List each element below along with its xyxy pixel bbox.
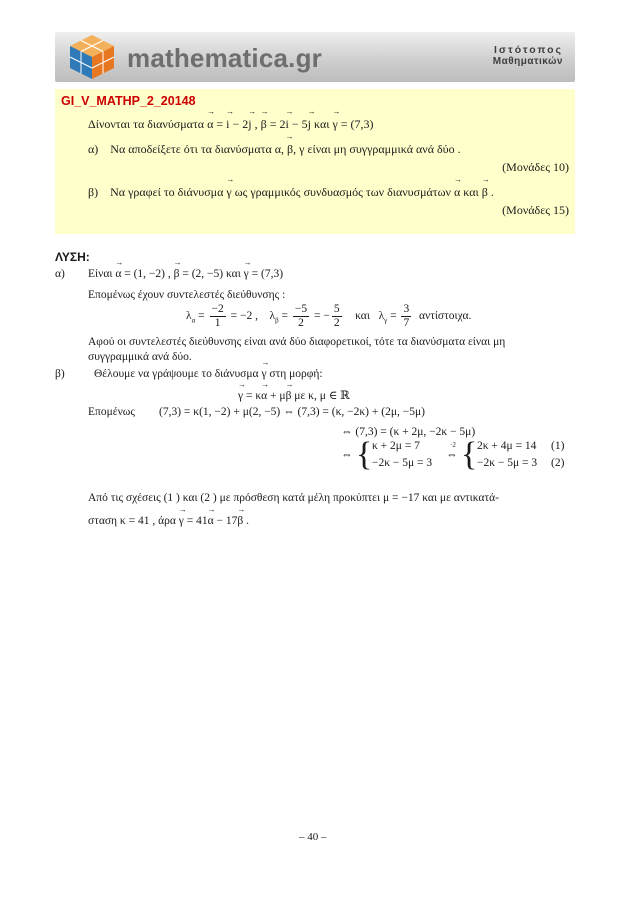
therefore-label: Επομένως — [88, 406, 135, 418]
conclusion-b-line2: σταση κ = 41 , άρα → γ = 41→ α − 17→ β . — [88, 515, 249, 527]
equation-2: ⇔ (7,3) = (κ + 2μ, −2κ − 5μ) — [341, 426, 476, 438]
marks-b: (Μονάδες 15) — [502, 203, 569, 217]
multiply-mark: ·2 — [450, 441, 456, 449]
cube-logo-icon — [66, 33, 118, 81]
conclusion-a-line2: συγγραμμικά ανά δύο. — [88, 351, 192, 363]
system1-row1: κ + 2μ = 7 — [372, 440, 420, 452]
linear-combination-form: → γ = κ→ α + μ→ β με κ, μ ∈ ℝ — [238, 388, 350, 402]
question-b: β) Να γραφεί το διάνυσμα → γ ως γραμμικός συνδυασμός των διανυσμάτων → α και → β . — [88, 185, 494, 200]
slopes-intro: Επομένως έχουν συντελεστές διεύθυνσης : — [88, 289, 286, 301]
site-name[interactable]: mathematica.gr — [127, 43, 322, 73]
solution-a-label: α) — [55, 268, 65, 280]
slopes-line: $\lambda_\alpha$ = $\frac{-2}{1}$ = −2 , $\lambda_\beta$ = $\frac{-5}{2}$ = − $\frac{5}{2}$ και $\lambda_\gamma$ = $\frac{3}{7}$ αντίστοιχα. — [186, 303, 472, 329]
site-tagline-line2: Μαθηματικών — [492, 56, 563, 67]
exercise-given: Δίνονται τα διανύσματα → α = → i − 2→ j , → β = 2→ i − 5→ j και → γ = (7,3) — [88, 117, 374, 132]
marks-a: (Μονάδες 10) — [502, 160, 569, 174]
conclusion-a-line1: Αφού οι συντελεστές διεύθυνσης είναι ανά δύο διαφορετικοί, τότε τα διανύσματα είναι μη — [88, 336, 506, 348]
exercise-code: GI_V_MATHP_2_20148 — [61, 94, 196, 108]
solution-a-given: Είναι → α = (1, −2) , → β = (2, −5) και → γ = (7,3) — [88, 268, 283, 280]
iff-symbol-1: ⇔ — [341, 449, 353, 461]
exercise-box — [55, 89, 575, 234]
question-a: α) Να αποδείξετε ότι τα διανύσματα → α, β, γ είναι μη συγγραμμικά ανά δύο . — [88, 142, 461, 157]
left-brace-2: { — [461, 436, 478, 473]
equation-1: (7,3) = κ(1, −2) + μ(2, −5) ⇔ (7,3) = (κ, −2κ) + (2μ, −5μ) — [159, 406, 425, 418]
equation-tag-2: (2) — [551, 457, 565, 469]
iff-symbol-2: ⇔ — [446, 449, 458, 461]
site-banner — [55, 32, 575, 82]
left-brace-1: { — [356, 436, 373, 473]
solution-b-label: β) — [55, 368, 65, 380]
system2-row2: −2κ − 5μ = 3 — [477, 457, 538, 469]
site-tagline-line1: Ιστότοπος — [493, 44, 563, 56]
solution-heading: ΛΥΣΗ: — [55, 250, 90, 264]
system2-row1: 2κ + 4μ = 14 — [477, 440, 537, 452]
conclusion-b-line1: Από τις σχέσεις (1 ) και (2 ) με πρόσθεση κατά μέλη προκύπτει μ = −17 και με αντικατά- — [88, 492, 499, 504]
equation-tag-1: (1) — [551, 440, 565, 452]
page-number: – 40 – — [299, 831, 327, 843]
system1-row2: −2κ − 5μ = 3 — [372, 457, 433, 469]
solution-b-intro: Θέλουμε να γράψουμε το διάνυσμα → γ στη μορφή: — [94, 368, 323, 380]
